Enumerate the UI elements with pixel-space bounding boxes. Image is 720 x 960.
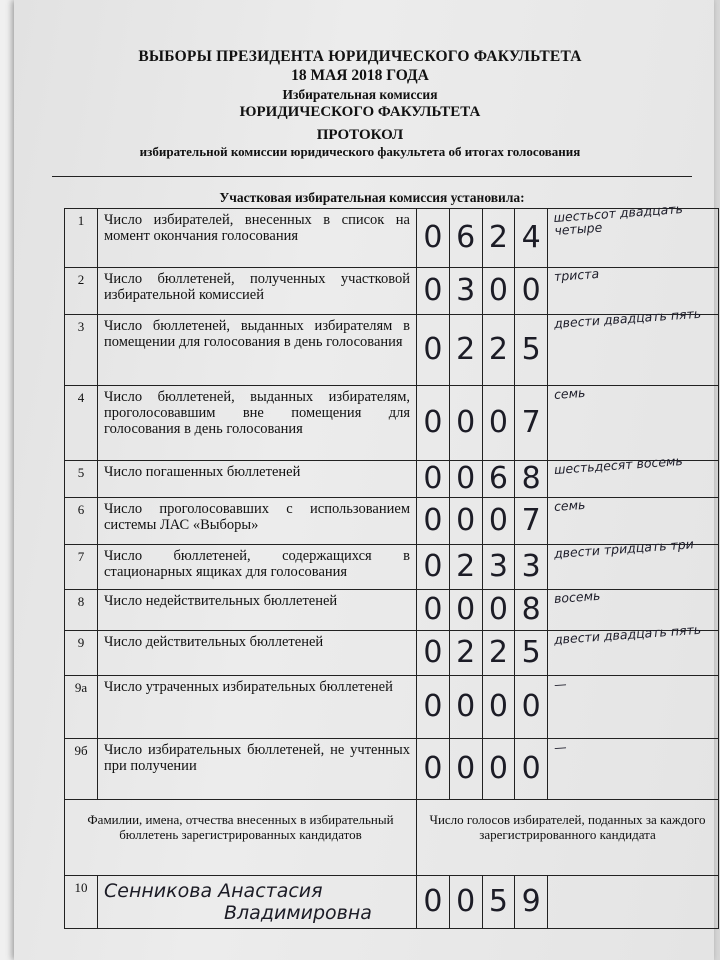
handwritten-digit: 0 bbox=[482, 676, 515, 738]
handwritten-words: двести двадцать пять bbox=[553, 305, 702, 331]
handwritten-digit: 2 bbox=[482, 315, 515, 385]
candidates-votes-header: Число голосов избирателей, поданных за каждого зарегистрированного кандидата bbox=[417, 800, 719, 876]
handwritten-digit: 0 bbox=[449, 590, 482, 630]
handwritten-digit: 0 bbox=[482, 739, 515, 799]
handwritten-digit: 3 bbox=[482, 545, 515, 589]
handwritten-digit: 0 bbox=[423, 549, 443, 584]
candidates-names-header: Фамилии, имена, отчества внесенных в избирательный бюллетень зарегистрированных кандидатов bbox=[65, 800, 417, 876]
handwritten-words: шестьсот двадцать четыре bbox=[553, 200, 684, 238]
election-title: ВЫБОРЫ ПРЕЗИДЕНТА ЮРИДИЧЕСКОГО ФАКУЛЬТЕТА bbox=[138, 48, 582, 65]
row-words bbox=[548, 386, 719, 461]
handwritten-digit: 0 bbox=[482, 590, 515, 630]
document-header bbox=[60, 48, 660, 160]
row-digits bbox=[417, 209, 548, 268]
handwritten-digit: 7 bbox=[514, 386, 547, 460]
doc-subtitle: избирательной комиссии юридического факультета об итогах голосования bbox=[139, 144, 581, 159]
handwritten-digit: 0 bbox=[423, 332, 443, 367]
row-words bbox=[548, 200, 719, 268]
protocol-row bbox=[65, 631, 719, 676]
candidate-name-line2: Владимировна bbox=[224, 902, 372, 924]
handwritten-digit: 0 bbox=[449, 876, 482, 928]
handwritten-digit: 0 bbox=[423, 405, 443, 440]
row-description: Число проголосовавших с использованием системы ЛАС «Выборы» bbox=[98, 498, 417, 545]
row-number: 9б bbox=[65, 739, 98, 800]
handwritten-digit: 0 bbox=[423, 751, 443, 786]
row-number: 10 bbox=[65, 876, 98, 929]
row-number: 7 bbox=[65, 545, 98, 590]
handwritten-digit: 3 bbox=[449, 268, 482, 314]
protocol-table bbox=[64, 200, 719, 929]
row-number: 9 bbox=[65, 631, 98, 676]
handwritten-digit: 0 bbox=[423, 884, 443, 919]
row-digits bbox=[417, 739, 548, 800]
handwritten-digit: 2 bbox=[482, 209, 515, 267]
row-description: Число избирателей, внесенных в список на момент окончания голосования bbox=[98, 209, 417, 268]
protocol-row bbox=[65, 590, 719, 631]
protocol-row bbox=[65, 676, 719, 739]
row-number: 5 bbox=[65, 461, 98, 498]
row-digits bbox=[417, 268, 548, 315]
protocol-row bbox=[65, 386, 719, 461]
row-digits bbox=[417, 590, 548, 631]
row-number: 3 bbox=[65, 315, 98, 386]
handwritten-digit: 0 bbox=[449, 739, 482, 799]
handwritten-words: семь bbox=[553, 496, 586, 514]
doc-type: ПРОТОКОЛ bbox=[316, 127, 404, 143]
handwritten-words: шестьдесят восемь bbox=[553, 453, 684, 477]
row-description: Число бюллетеней, содержащихся в стационарных ящиках для голосования bbox=[98, 545, 417, 590]
handwritten-words: — bbox=[553, 739, 567, 755]
handwritten-digit: 0 bbox=[449, 461, 482, 497]
row-description: Число избирательных бюллетеней, не учтенных при получении bbox=[98, 739, 417, 800]
row-digits bbox=[417, 386, 548, 461]
handwritten-digit: 0 bbox=[423, 220, 443, 255]
candidate-votes-digits bbox=[417, 876, 548, 929]
handwritten-digit: 8 bbox=[514, 590, 547, 630]
row-description: Число бюллетеней, выданных избирателям в помещении для голосования в день голосования bbox=[98, 315, 417, 386]
handwritten-digit: 2 bbox=[449, 545, 482, 589]
handwritten-digit: 0 bbox=[423, 635, 443, 670]
handwritten-digit: 0 bbox=[482, 268, 515, 314]
protocol-row bbox=[65, 545, 719, 590]
header-divider bbox=[52, 176, 692, 177]
handwritten-digit: 0 bbox=[423, 689, 443, 724]
row-number: 6 bbox=[65, 498, 98, 545]
handwritten-digit: 0 bbox=[482, 386, 515, 460]
candidate-name-line1: Сенникова Анастасия bbox=[104, 880, 323, 902]
row-number: 1 bbox=[65, 209, 98, 268]
row-description: Число бюллетеней, полученных участковой избирательной комиссией bbox=[98, 268, 417, 315]
handwritten-words: двести тридцать три bbox=[553, 536, 695, 561]
commission-label: Избирательная комиссия bbox=[282, 87, 438, 102]
handwritten-digit: 3 bbox=[514, 545, 547, 589]
handwritten-digit: 0 bbox=[514, 268, 547, 314]
row-description: Число бюллетеней, выданных избирателям, проголосовавшим вне помещения для голосования в день голосования bbox=[98, 386, 417, 461]
row-number: 2 bbox=[65, 268, 98, 315]
protocol-row bbox=[65, 315, 719, 386]
handwritten-digit: 6 bbox=[449, 209, 482, 267]
handwritten-words: — bbox=[553, 676, 567, 692]
row-number: 8 bbox=[65, 590, 98, 631]
protocol-row bbox=[65, 739, 719, 800]
handwritten-digit: 0 bbox=[514, 676, 547, 738]
handwritten-digit: 0 bbox=[514, 739, 547, 799]
handwritten-digit: 0 bbox=[423, 503, 443, 538]
row-description: Число утраченных избирательных бюллетеней bbox=[98, 676, 417, 739]
handwritten-digit: 0 bbox=[423, 273, 443, 308]
candidate-votes-words bbox=[548, 876, 719, 929]
protocol-row bbox=[65, 209, 719, 268]
handwritten-words: семь bbox=[553, 384, 586, 402]
protocol-row bbox=[65, 498, 719, 545]
handwritten-digit: 0 bbox=[449, 498, 482, 544]
handwritten-digit: 5 bbox=[482, 876, 515, 928]
table-caption: Участковая избирательная комиссия установила: bbox=[219, 190, 525, 205]
faculty-name: ЮРИДИЧЕСКОГО ФАКУЛЬТЕТА bbox=[239, 104, 481, 120]
row-digits bbox=[417, 498, 548, 545]
handwritten-words: триста bbox=[553, 265, 600, 284]
handwritten-digit: 2 bbox=[449, 315, 482, 385]
handwritten-digit: 6 bbox=[482, 461, 515, 497]
row-number: 9а bbox=[65, 676, 98, 739]
handwritten-digit: 8 bbox=[514, 461, 547, 497]
row-digits bbox=[417, 676, 548, 739]
protocol-row bbox=[65, 268, 719, 315]
row-words bbox=[548, 305, 719, 386]
protocol-row bbox=[65, 461, 719, 498]
handwritten-words: двести двадцать пять bbox=[553, 621, 702, 647]
adjacent-page-edge bbox=[0, 0, 15, 960]
handwritten-digit: 7 bbox=[514, 498, 547, 544]
handwritten-digit: 2 bbox=[482, 631, 515, 675]
row-words bbox=[548, 739, 719, 800]
row-words bbox=[548, 676, 719, 739]
row-digits bbox=[417, 315, 548, 386]
row-digits bbox=[417, 545, 548, 590]
election-date: 18 МАЯ 2018 ГОДА bbox=[291, 67, 429, 84]
handwritten-digit: 4 bbox=[514, 209, 547, 267]
row-digits bbox=[417, 461, 548, 498]
handwritten-digit: 0 bbox=[423, 461, 443, 496]
handwritten-digit: 0 bbox=[423, 592, 443, 627]
handwritten-digit: 0 bbox=[449, 676, 482, 738]
candidate-row bbox=[65, 876, 719, 929]
row-description: Число недействительных бюллетеней bbox=[98, 590, 417, 631]
candidates-header-row bbox=[65, 800, 719, 876]
handwritten-words: восемь bbox=[553, 587, 601, 606]
handwritten-digit: 0 bbox=[482, 498, 515, 544]
row-description: Число действительных бюллетеней bbox=[98, 631, 417, 676]
row-description: Число погашенных бюллетеней bbox=[98, 461, 417, 498]
handwritten-digit: 5 bbox=[514, 631, 547, 675]
row-digits bbox=[417, 631, 548, 676]
handwritten-digit: 0 bbox=[449, 386, 482, 460]
row-number: 4 bbox=[65, 386, 98, 461]
handwritten-digit: 5 bbox=[514, 315, 547, 385]
candidate-name bbox=[98, 876, 417, 929]
handwritten-digit: 9 bbox=[514, 876, 547, 928]
handwritten-digit: 2 bbox=[449, 631, 482, 675]
